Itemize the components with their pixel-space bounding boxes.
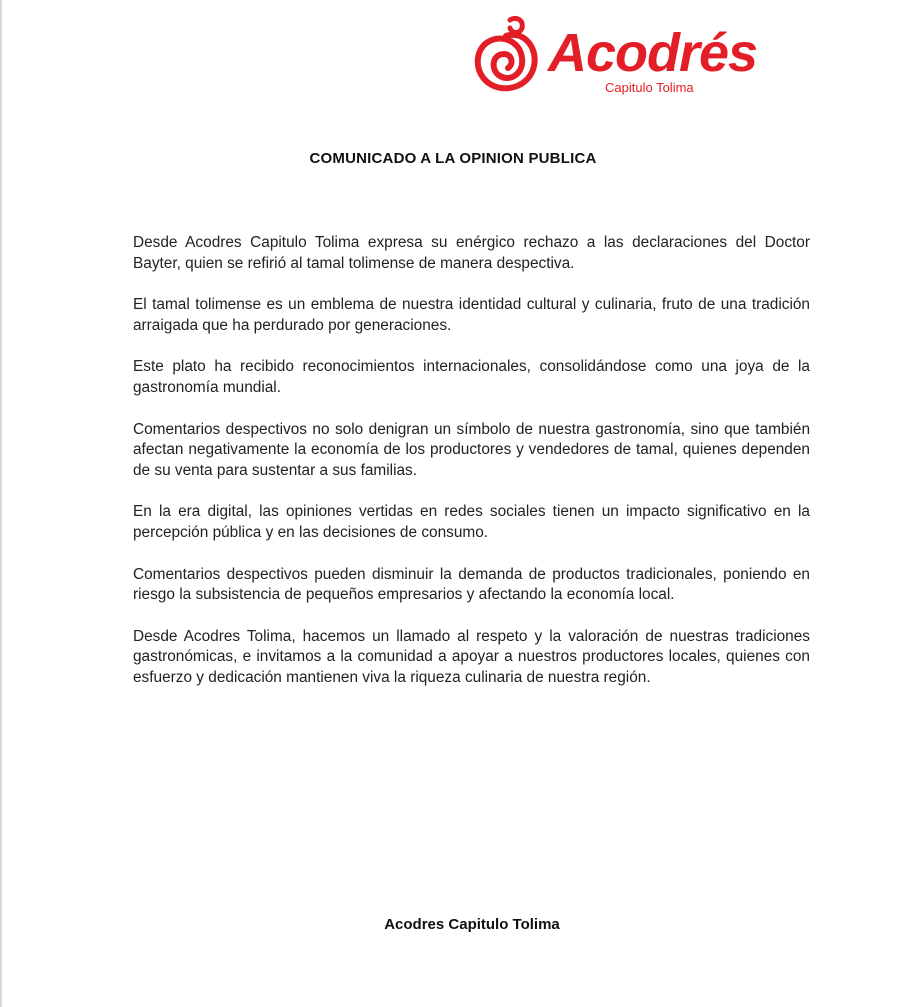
paragraph-4: Comentarios despectivos no solo denigran un símbolo de nuestra gastronomía, sino que también afectan negativamente la economía de los productores y vendedores de tamal, quienes dependen de su venta para sustentar a sus familias. xyxy=(133,420,810,479)
logo-subtitle: Capitulo Tolima xyxy=(605,80,694,95)
logo-wordmark: Acodrés xyxy=(548,23,758,83)
paragraph-1: Desde Acodres Capitulo Tolima expresa su enérgico rechazo a las declaraciones del Doctor Bayter, quien se refirió al tamal tolimense de manera despectiva. xyxy=(133,234,810,272)
paragraph-5: En la era digital, las opiniones vertidas en redes sociales tienen un impacto significativo en la percepción pública y en las decisiones de consumo. xyxy=(133,503,810,541)
signature: Acodres Capitulo Tolima xyxy=(384,916,560,933)
document-title: COMUNICADO A LA OPINION PUBLICA xyxy=(309,150,597,167)
paragraph-3: Este plato ha recibido reconocimientos internacionales, consolidándose como una joya de la gastronomía mundial. xyxy=(133,358,810,396)
paragraph-2: El tamal tolimense es un emblema de nuestra identidad cultural y culinaria, fruto de una tradición arraigada que ha perdurado por generaciones. xyxy=(133,296,810,334)
document-body xyxy=(133,233,810,710)
paragraph-7: Desde Acodres Tolima, hacemos un llamado al respeto y la valoración de nuestras tradiciones gastronómicas, e invitamos a la comunidad a apoyar a nuestros productores locales, quienes con esfuerzo y dedicación mantienen viva la riqueza culinaria de nuestra región. xyxy=(133,627,810,686)
paragraph-6: Comentarios despectivos pueden disminuir la demanda de productos tradicionales, poniendo en riesgo la subsistencia de pequeños empresarios y afectando la economía local. xyxy=(133,565,810,604)
spiral-logo-icon xyxy=(470,14,542,98)
acodres-logo xyxy=(470,14,790,100)
